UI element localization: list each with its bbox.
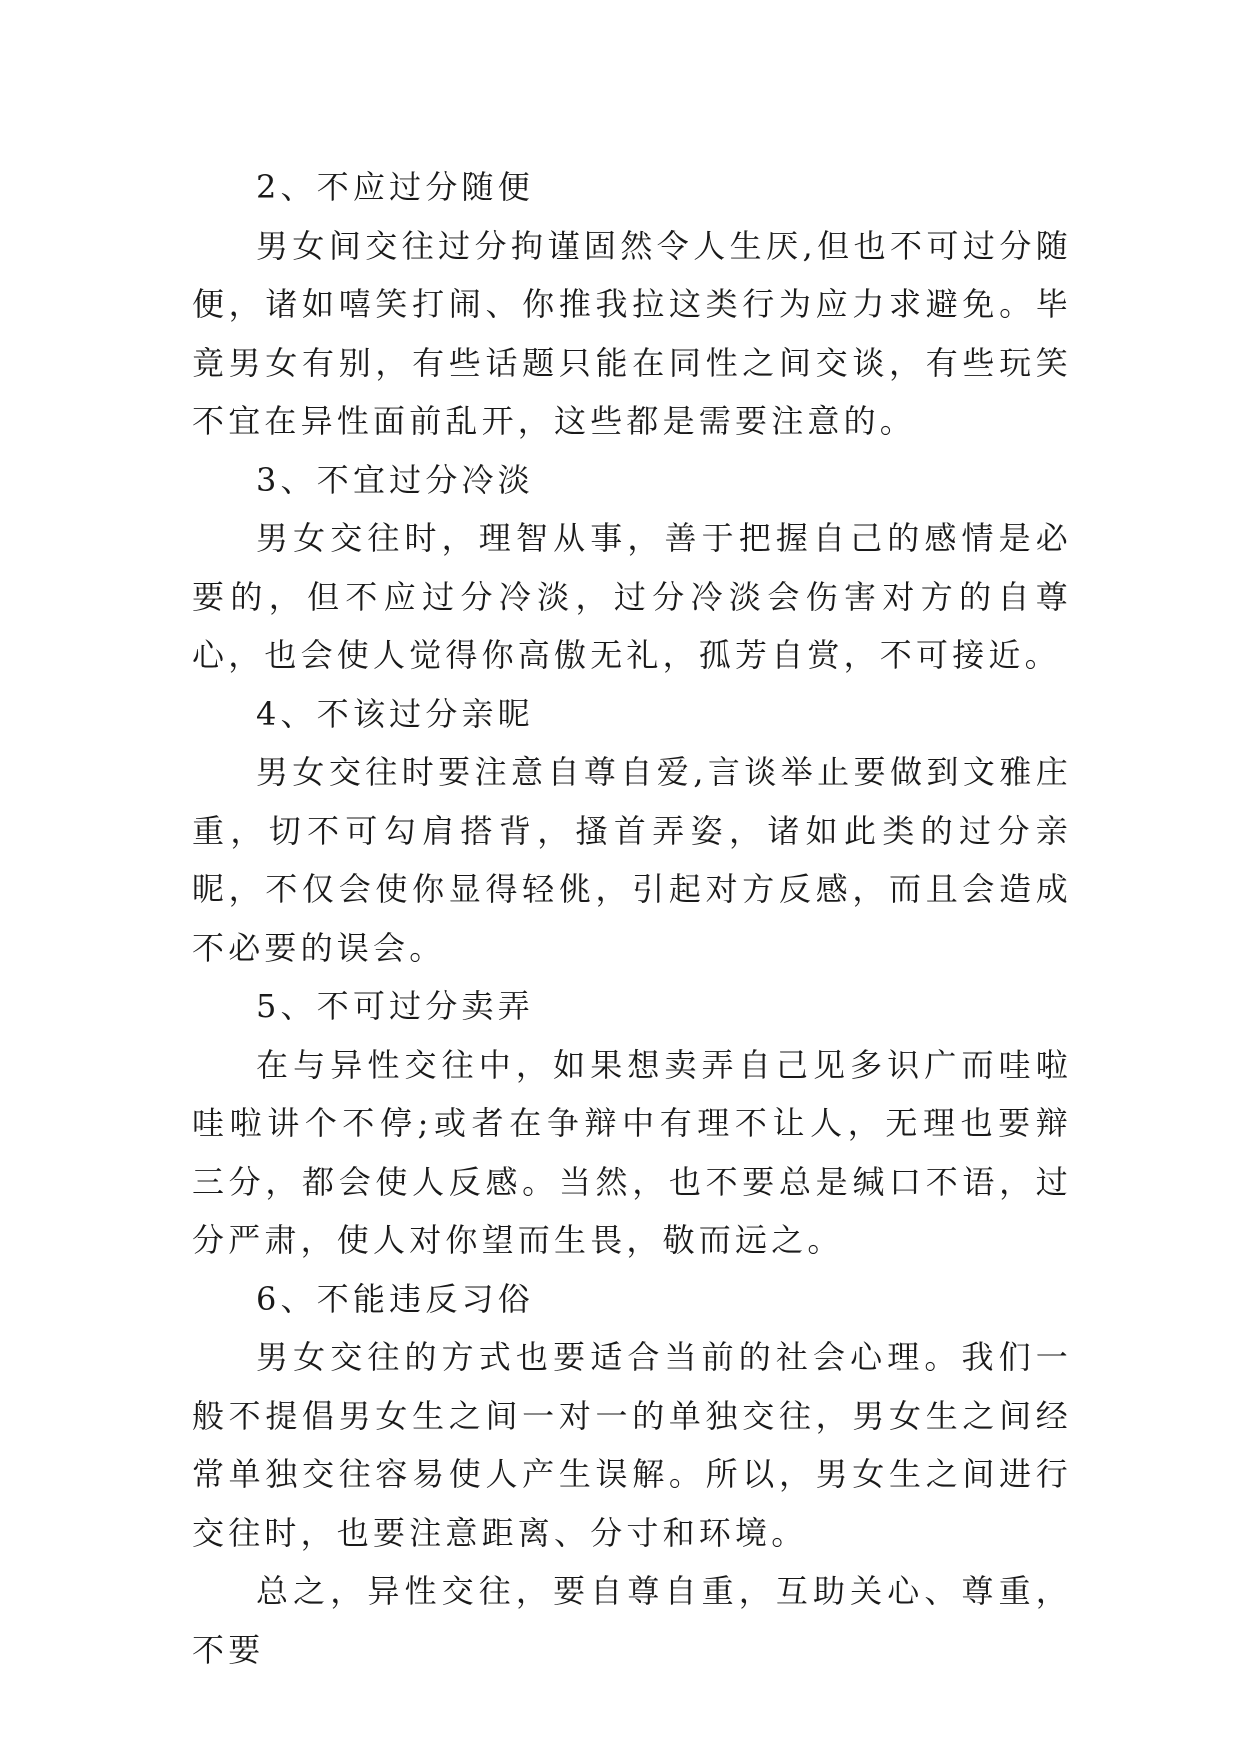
section-heading-6: 6、不能违反习俗 [256, 1279, 534, 1318]
section-body-6: 男女交往的方式也要适合当前的社会心理。我们一般不提倡男女生之间一对一的单独交往，男女生之间经常单独交往容易使人产生误解。所以，男女生之间进行交往时，也要注意距离、分寸和环境。 [192, 1338, 1072, 1552]
document-body [192, 158, 1072, 1679]
section-heading-2: 2、不应过分随便 [256, 168, 534, 206]
section-heading-3: 3、不宜过分冷淡 [256, 460, 534, 499]
section-heading-5: 5、不可过分卖弄 [256, 987, 534, 1025]
section-body-3: 男女交往时，理智从事，善于把握自己的感情是必要的，但不应过分冷淡，过分冷淡会伤害对方的自尊心，也会使人觉得你高傲无礼，孤芳自赏，不可接近。 [192, 519, 1072, 674]
closing-paragraph: 总之，异性交往，要自尊自重，互助关心、尊重，不要 [192, 1572, 1072, 1669]
section-body-2: 男女间交往过分拘谨固然令人生厌,但也不可过分随便，诸如嘻笑打闹、你推我拉这类行为应力求避免。毕竟男女有别，有些话题只能在同性之间交谈，有些玩笑不宜在异性面前乱开，这些都是需要注意的。 [192, 226, 1072, 440]
section-body-5: 在与异性交往中，如果想卖弄自己见多识广而哇啦哇啦讲个不停;或者在争辩中有理不让人，无理也要辩三分，都会使人反感。当然，也不要总是缄口不语，过分严肃，使人对你望而生畏，敬而远之。 [192, 1045, 1072, 1259]
section-body-4: 男女交往时要注意自尊自爱,言谈举止要做到文雅庄重，切不可勾肩搭背，搔首弄姿，诸如此类的过分亲昵，不仅会使你显得轻佻，引起对方反感，而且会造成不必要的误会。 [192, 753, 1072, 967]
section-heading-4: 4、不该过分亲昵 [256, 694, 534, 733]
